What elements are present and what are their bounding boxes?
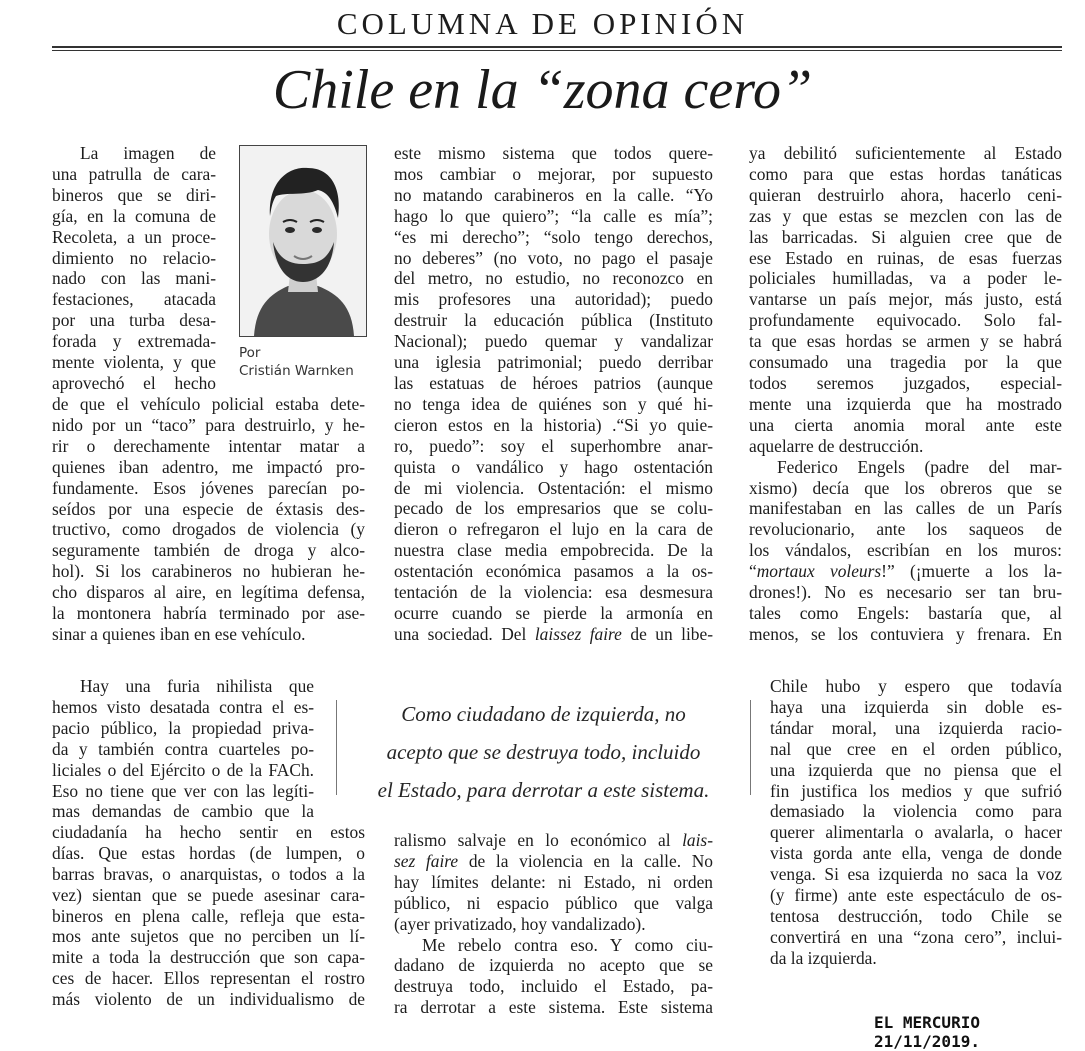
- header-rule-thin: [52, 50, 1062, 51]
- source-credit: EL MERCURIO 21/11/2019.: [874, 1013, 980, 1051]
- text-line: vez) sientan que se puede asesinar cara-: [52, 884, 365, 905]
- pull-quote-line: Como ciudadano de izquierda, no: [401, 702, 686, 726]
- text-line: pecado de los empresarios que se colu-: [394, 498, 713, 519]
- text-line: Eso no tiene que ver con las legíti-: [52, 780, 314, 801]
- text-line: tentación de la violencia: esa desmesura: [394, 582, 713, 603]
- byline-author: Cristián Warnken: [239, 363, 354, 379]
- text-line: destruya todo, incluido el Estado, pa-: [394, 976, 713, 997]
- text-line: la montonera habría terminado por ase-: [52, 603, 365, 624]
- text-line: mos ante sujetos que no perciben un lí-: [52, 926, 365, 947]
- text-line: aquelarre de destrucción.: [749, 435, 924, 456]
- text-line: da y también contra cuarteles po-: [52, 738, 314, 759]
- text-line: quieran destruirlo ahora, hacerlo ceni-: [749, 184, 1062, 205]
- col1-middle: [52, 394, 365, 645]
- text-line: por una turba desa-: [52, 310, 216, 331]
- text-line: más violento de un individualismo de: [52, 989, 365, 1010]
- text-line: no tenga idea de quiénes son y qué hi-: [394, 393, 713, 414]
- col3-top: [749, 143, 1062, 645]
- text-line: todos seremos juzgados, especial-: [749, 372, 1062, 393]
- text-line: una iglesia patrimonial; puedo derribar: [394, 352, 713, 373]
- text-line: las estatuas de héroes patrios (aunque: [394, 372, 713, 393]
- text-line: mas demandas de cambio que la: [52, 801, 314, 821]
- portrait-illustration: [240, 146, 366, 336]
- text-run: !” (¡muerte a los la-: [881, 561, 1062, 582]
- text-line: ro, puedo”: soy el superhombre anar-: [394, 435, 713, 456]
- text-line: los vándalos, escribían en los muros:: [749, 540, 1062, 561]
- text-line: mente violenta, y que: [52, 352, 216, 373]
- col2-top: [394, 143, 713, 645]
- pull-quote-line: el Estado, para derrotar a este sistema.: [377, 778, 710, 802]
- col2-bottom: [394, 830, 713, 1018]
- text-line: cho disparos al aire, en legítima defensa,: [52, 582, 365, 603]
- text-line: “es mi derecho”; “solo tengo derechos,: [394, 226, 713, 247]
- text-line: nado con las mani-: [52, 268, 216, 289]
- col1-bottom: [52, 801, 365, 1010]
- text-line: fundamente. Esos jóvenes parecían po-: [52, 477, 365, 498]
- text-line: este mismo sistema que todos quere-: [394, 143, 713, 163]
- author-photo: [239, 145, 367, 337]
- text-line: ciudadanía ha hecho sentir en estos: [52, 821, 365, 842]
- text-line: pacio público, la propiedad priva-: [52, 717, 314, 738]
- text-line: Recoleta, a un proce-: [52, 226, 216, 247]
- text-line: sinar a quienes iban en ese vehículo.: [52, 623, 306, 644]
- text-line: de mi violencia. Ostentación: el mismo: [394, 477, 713, 498]
- text-line: Hay una furia nihilista que: [80, 676, 314, 696]
- text-line: quienes iban adentro, me impactó pro-: [52, 456, 365, 477]
- text-line: xismo) decía que los obreros que se: [749, 477, 1062, 498]
- text-line: vista gorda ante ella, venga de donde: [770, 843, 1062, 864]
- col1-narrow: [52, 676, 314, 801]
- text-line: barras bravas, o anarquistas, o todos a la: [52, 863, 365, 884]
- text-line: La imagen de: [80, 143, 216, 163]
- text-run: ralismo salvaje en lo económico al: [394, 830, 683, 850]
- text-line: gía, en la comuna de: [52, 205, 216, 226]
- text-line: [394, 851, 713, 872]
- text-line: nal que cree en el orden público,: [770, 738, 1062, 759]
- text-line: forada y extremada-: [52, 331, 216, 352]
- text-line: da la izquierda.: [770, 947, 877, 968]
- text-run-italic: sez faire: [394, 850, 459, 871]
- text-line: mis profesores una autoridad); puedo: [394, 289, 713, 310]
- text-line: policiales humilladas, va a poder le-: [749, 268, 1062, 289]
- text-line: drones!). No es necesario ser tan bru-: [749, 582, 1062, 603]
- text-line: Federico Engels (padre del mar-: [777, 456, 1062, 477]
- text-line: tales como Engels: bastaría que, al: [749, 602, 1062, 623]
- col1-top: [52, 143, 216, 394]
- text-line: nuestra clase media empobrecida. De la: [394, 540, 713, 561]
- text-line: del metro, no estudio, no reconozco en: [394, 268, 713, 289]
- text-line: ces de hacer. Ellos representan el rostro: [52, 968, 365, 989]
- text-run: de la violencia en la calle. No: [458, 850, 713, 871]
- text-run-italic: laissez faire: [534, 623, 622, 644]
- text-line: aprovechó el hecho: [52, 372, 216, 393]
- text-line: una patrulla de cara-: [52, 163, 216, 184]
- text-line: tentosa destrucción, todo Chile se: [770, 905, 1062, 926]
- text-line: liciales o del Ejército o de la FACh.: [52, 759, 314, 780]
- text-line: cieron estos en la historia) .“Si yo quie-: [394, 414, 713, 435]
- text-line: ese Estado en ruinas, de esas fuerzas: [749, 247, 1062, 268]
- text-line: ta que esas hordas se armen y se habrá: [749, 331, 1062, 352]
- text-line: [394, 830, 713, 851]
- text-run-italic: mortaux voleurs: [756, 561, 882, 582]
- text-line: no deberes” (no voto, no pago el pasaje: [394, 247, 713, 268]
- text-line: quista o vandálico y hago ostentación: [394, 456, 713, 477]
- pull-quote: [353, 695, 734, 809]
- text-line: convertirá en una “zona cero”, inclui-: [770, 926, 1062, 947]
- text-line: zas y que estas se mezclen con las de: [749, 205, 1062, 226]
- text-line: tructivo, como drogados de violencia (y: [52, 519, 365, 540]
- section-label: COLUMNA DE OPINIÓN: [336, 6, 749, 41]
- text-line: dieron o refregaron el lujo en la cara de: [394, 519, 713, 540]
- text-line: Chile hubo y espero que todavía: [770, 676, 1062, 696]
- pull-quote-line: acepto que se destruya todo, incluido: [386, 740, 701, 764]
- text-line: mos cambiar o mejorar, por supuesto: [394, 163, 713, 184]
- byline-prefix: Por: [239, 345, 261, 361]
- text-line: ra derrotar a este sistema. Este sistema: [394, 997, 713, 1018]
- text-line: consumado una tragedia por la que: [749, 352, 1062, 373]
- text-line: revolucionario, ante los saqueos de: [749, 519, 1062, 540]
- text-line: menos, se los contuviera y frenara. En: [749, 623, 1062, 644]
- text-line: [749, 561, 1062, 582]
- pullquote-rule-left: [336, 700, 337, 795]
- text-line: [394, 624, 713, 645]
- text-line: hay límites delante: ni Estado, ni orden: [394, 871, 713, 892]
- text-line: ocurre cuando se pierde la armonía en: [394, 602, 713, 623]
- text-line: rir o derechamente intentar matar a: [52, 435, 365, 456]
- text-line: seguramente también de droga y alco-: [52, 540, 365, 561]
- text-line: haya una izquierda sin doble es-: [770, 696, 1062, 717]
- text-line: no matando carabineros en la calle. “Yo: [394, 184, 713, 205]
- text-line: destruir la educación pública (Instituto: [394, 310, 713, 331]
- text-run: una sociedad. Del: [394, 623, 535, 644]
- text-line: (ayer privatizado, hoy vandalizado).: [394, 913, 646, 934]
- text-line: las barricadas. Si alguien cree que de: [749, 226, 1062, 247]
- text-line: demasiado la violencia como para: [770, 801, 1062, 822]
- text-line: hol). Si los carabineros no hubieran he-: [52, 561, 365, 582]
- col3-bottom: [770, 676, 1062, 969]
- text-line: fin justifica los medios y que sufrió: [770, 780, 1062, 801]
- text-line: bineros que se diri-: [52, 184, 216, 205]
- text-line: tándar moral, una izquierda racio-: [770, 717, 1062, 738]
- text-line: hemos visto desatada contra el es-: [52, 696, 314, 717]
- text-line: mite a toda la destrucción que son capa-: [52, 947, 365, 968]
- text-run: “: [749, 561, 757, 582]
- text-line: ya debilitó suficientemente al Estado: [749, 143, 1062, 163]
- text-line: querer alimentarla o avalarla, o hacer: [770, 822, 1062, 843]
- text-line: días. Que estas hordas (de lumpen, o: [52, 842, 365, 863]
- pullquote-rule-right: [750, 700, 751, 795]
- text-line: una izquierda que no piensa que el: [770, 759, 1062, 780]
- text-line: público, ni espacio público que valga: [394, 892, 713, 913]
- text-run: de un libe-: [621, 623, 714, 644]
- text-line: Me rebelo contra eso. Y como ciu-: [422, 934, 713, 955]
- text-line: hago lo que quiero”; “la calle es mía”;: [394, 205, 713, 226]
- text-line: vantarse un país mejor, más justo, está: [749, 289, 1062, 310]
- text-line: mente una izquierda que ha mostrado: [749, 393, 1062, 414]
- text-line: como para que estas hordas tanáticas: [749, 163, 1062, 184]
- text-line: seídos por una especie de éxtasis des-: [52, 498, 365, 519]
- text-line: Nacional); puedo quemar y vandalizar: [394, 331, 713, 352]
- byline: [239, 344, 354, 380]
- text-line: de que el vehículo policial estaba dete-: [52, 394, 365, 414]
- text-line: dimiento no relacio-: [52, 247, 216, 268]
- header-rule: [52, 46, 1062, 48]
- text-run-italic: lais-: [682, 830, 713, 850]
- text-line: festaciones, atacada: [52, 289, 216, 310]
- text-line: ostentación económica pasamos a la os-: [394, 561, 713, 582]
- text-line: venga. Si esa izquierda no saca la voz: [770, 864, 1062, 885]
- text-line: (y firme) ante este espectáculo de os-: [770, 885, 1062, 906]
- text-line: dadano de izquierda no acepto que se: [394, 955, 713, 976]
- text-line: profundamente equivocado. Solo fal-: [749, 310, 1062, 331]
- text-line: una cierta anomia moral ante este: [749, 414, 1062, 435]
- headline: Chile en la “zona cero”: [272, 59, 813, 121]
- text-line: nido por un “taco” para destruirlo, y he-: [52, 414, 365, 435]
- text-line: bineros en plena calle, refleja que esta-: [52, 905, 365, 926]
- text-line: manifestaban en las calles de un París: [749, 498, 1062, 519]
